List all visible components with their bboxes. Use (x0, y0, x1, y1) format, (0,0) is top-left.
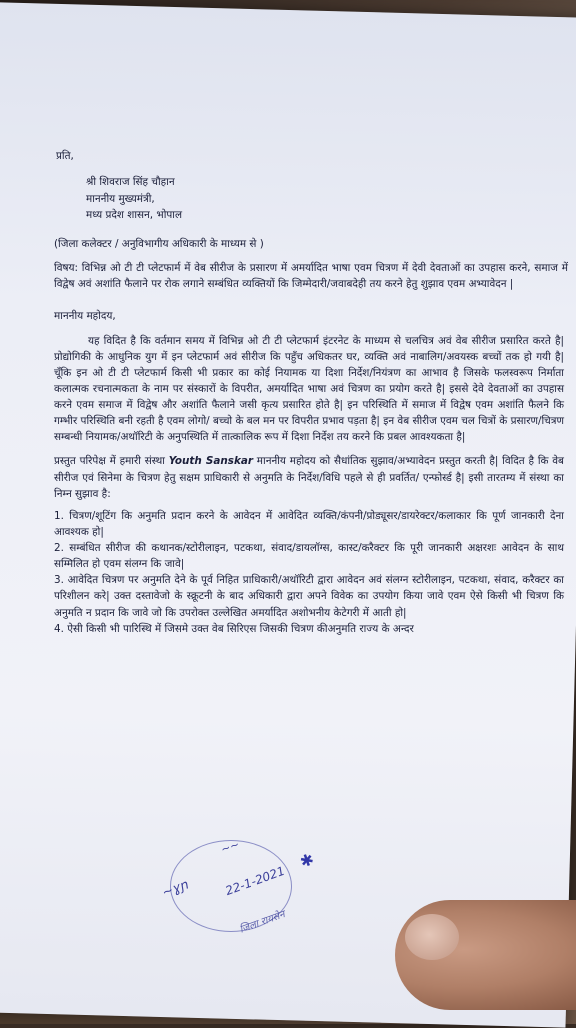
addressee-title: माननीय मुख्यमंत्री, (86, 192, 155, 205)
suggestion-item: 4. ऐसी किसी भी पारिस्थि में जिसमे उक्त वेब सिरिएस जिसकी चित्रण कीअनुमति राज्य के अन्दर (54, 622, 414, 635)
addressee-office: मध्य प्रदेश शासन, भोपाल (86, 209, 183, 222)
salutation: प्रति, (56, 150, 74, 162)
paragraph-2 (54, 453, 564, 501)
suggestion-list (54, 508, 564, 637)
stamp-district: जिला रायसेन (238, 909, 287, 936)
letter-body (40, 148, 568, 637)
paragraph-1-text: यह विदित है कि वर्तमान समय में विभिन्न ओ टी टी प्लेटफार्म इंटरनेट के माध्यम से चलचित्र अवं वेब सीरीज प्रसारित करते है| प्रोद्योगिकी के आधुनिक युग में इन प्लेटफार्म अवं सीरीज कि पहुँच अधिकतर घर, व्यक्ति अवं नाबालिग/अवयस्क बच्चों तक हो गयी है| चूँकि इन ओ टी टी प्लेटफार्म किसी भी प्रकार का कोई नियामक या दिशा निर्देश/नियंत्रण का आभाव है जिसके फलस्वरूप निर्माता कलात्मक रचनात्मकता के नाम पर संस्कारों के विपरीत, अमर्यादित भाषा अवं चित्रण का प्रयोग करते है| इससे देवे देवताओं का उपहास करने एवम समाज में विद्वेष और अशांति फैलाने जसी कृत्य प्रसारित होते है| इन परिस्थिति में समाज में विद्वेष एवम अशांति फैलने कि गम्भीर परिस्थिति बनी रहती है एवम लोगो/ बच्चो के बल मन पर विपरीत प्रभाव पड़ता है| इन वेब सीरीज एवम चल चित्रों के प्रसारण/चित्रण सम्बन्धी नियामक/अथॉरिटी के अनुपस्थिति में तात्कालिक रूप में दिशा निर्देश तय करने कि प्रबल आवश्यकता है| (54, 334, 564, 444)
paragraph-2-suffix: माननीय महोदय को सैधांतिक सुझाव/अभ्यावेदन प्रस्तुत करती है| विदित है कि वेब सीरीज एवं सिनेमा के चित्रण हेतु सक्षम प्राधिकारी से अनुमति के निर्देश/विधि पहले से ही प्रवर्तित/ एन्फोर्स्ड है| इसी तारतम्य में संस्था का निम्न सुझाव है: (54, 455, 564, 500)
greeting: माननीय महोदय, (54, 310, 116, 323)
addressee-name: श्री शिवराज सिंह चौहान (86, 176, 175, 189)
stamp-star-icon: ✱ (297, 849, 317, 872)
stamp-date: 22-1-2021 (223, 863, 287, 899)
suggestion-item: 2. सम्बंधित सीरीज की कथानक/स्टोरीलाइन, पटकथा, संवाद/डायलॉग्स, कास्ट/करैक्टर कि पूरी जानकारी अक्षरशः आवेदन के साथ सम्मिलित हो एवम संलग्न कि जावे| (54, 542, 564, 571)
stamp-handwriting: ~~ (219, 837, 242, 857)
suggestion-item: 1. चित्रण/शूटिंग कि अनुमति प्रदान करने के आवेदन में आवेदित व्यक्ति/कंपनी/प्रोड्यूसर/डायरेक्टर/कलाकार कि पूर्ण जानकारी देना आवश्यक हो| (54, 509, 564, 538)
suggestion-item: 3. आवेदित चित्रण पर अनुमति देने के पूर्व निहित प्राधिकारी/अथॉरिटी द्वारा आवेदन अवं संलग्न स्टोरीलाइन, पटकथा, संवाद, करैक्टर का परिशीलन करे| उक्त दस्तावेजो के स्क्रूटनी के बाद अधिकारी द्वारा अपने विवेक का उपयोग किया जावे एवम ऐसे किसी भी चित्रण कि अनुमति न प्रदान कि जावे जो कि उपरोक्त उल्लेखित अमर्यादित अशोभनीय केटेगरी में आती हो| (54, 574, 564, 619)
organization-name: Youth Sanskar (168, 455, 254, 468)
stamp-signature: ~ɣɲ (160, 877, 191, 901)
paragraph-2-prefix: प्रस्तुत परिपेक्ष में हमारी संस्था (54, 455, 169, 468)
addressee-block (86, 174, 568, 224)
via-line: (जिला कलेक्टर / अनुविभागीय अधिकारी के माध्यम से ) (54, 238, 264, 251)
thumbnail-nail (405, 914, 459, 960)
paragraph-1 (54, 333, 564, 446)
subject-line: विषय: विभिन्न ओ टी टी प्लेटफार्म में वेब सीरीज के प्रसारण में अमर्यादित भाषा एवम चित्रण में देवी देवताओं का उपहास करने, समाज में विद्वेष अवं अशांति फैलाने पर रोक लगाने सम्बंधित व्यक्तियों कि जिम्मेदारी/जवाबदेही तय करने हेतु शुझाव एवम अभ्यावेदन | (54, 262, 568, 291)
